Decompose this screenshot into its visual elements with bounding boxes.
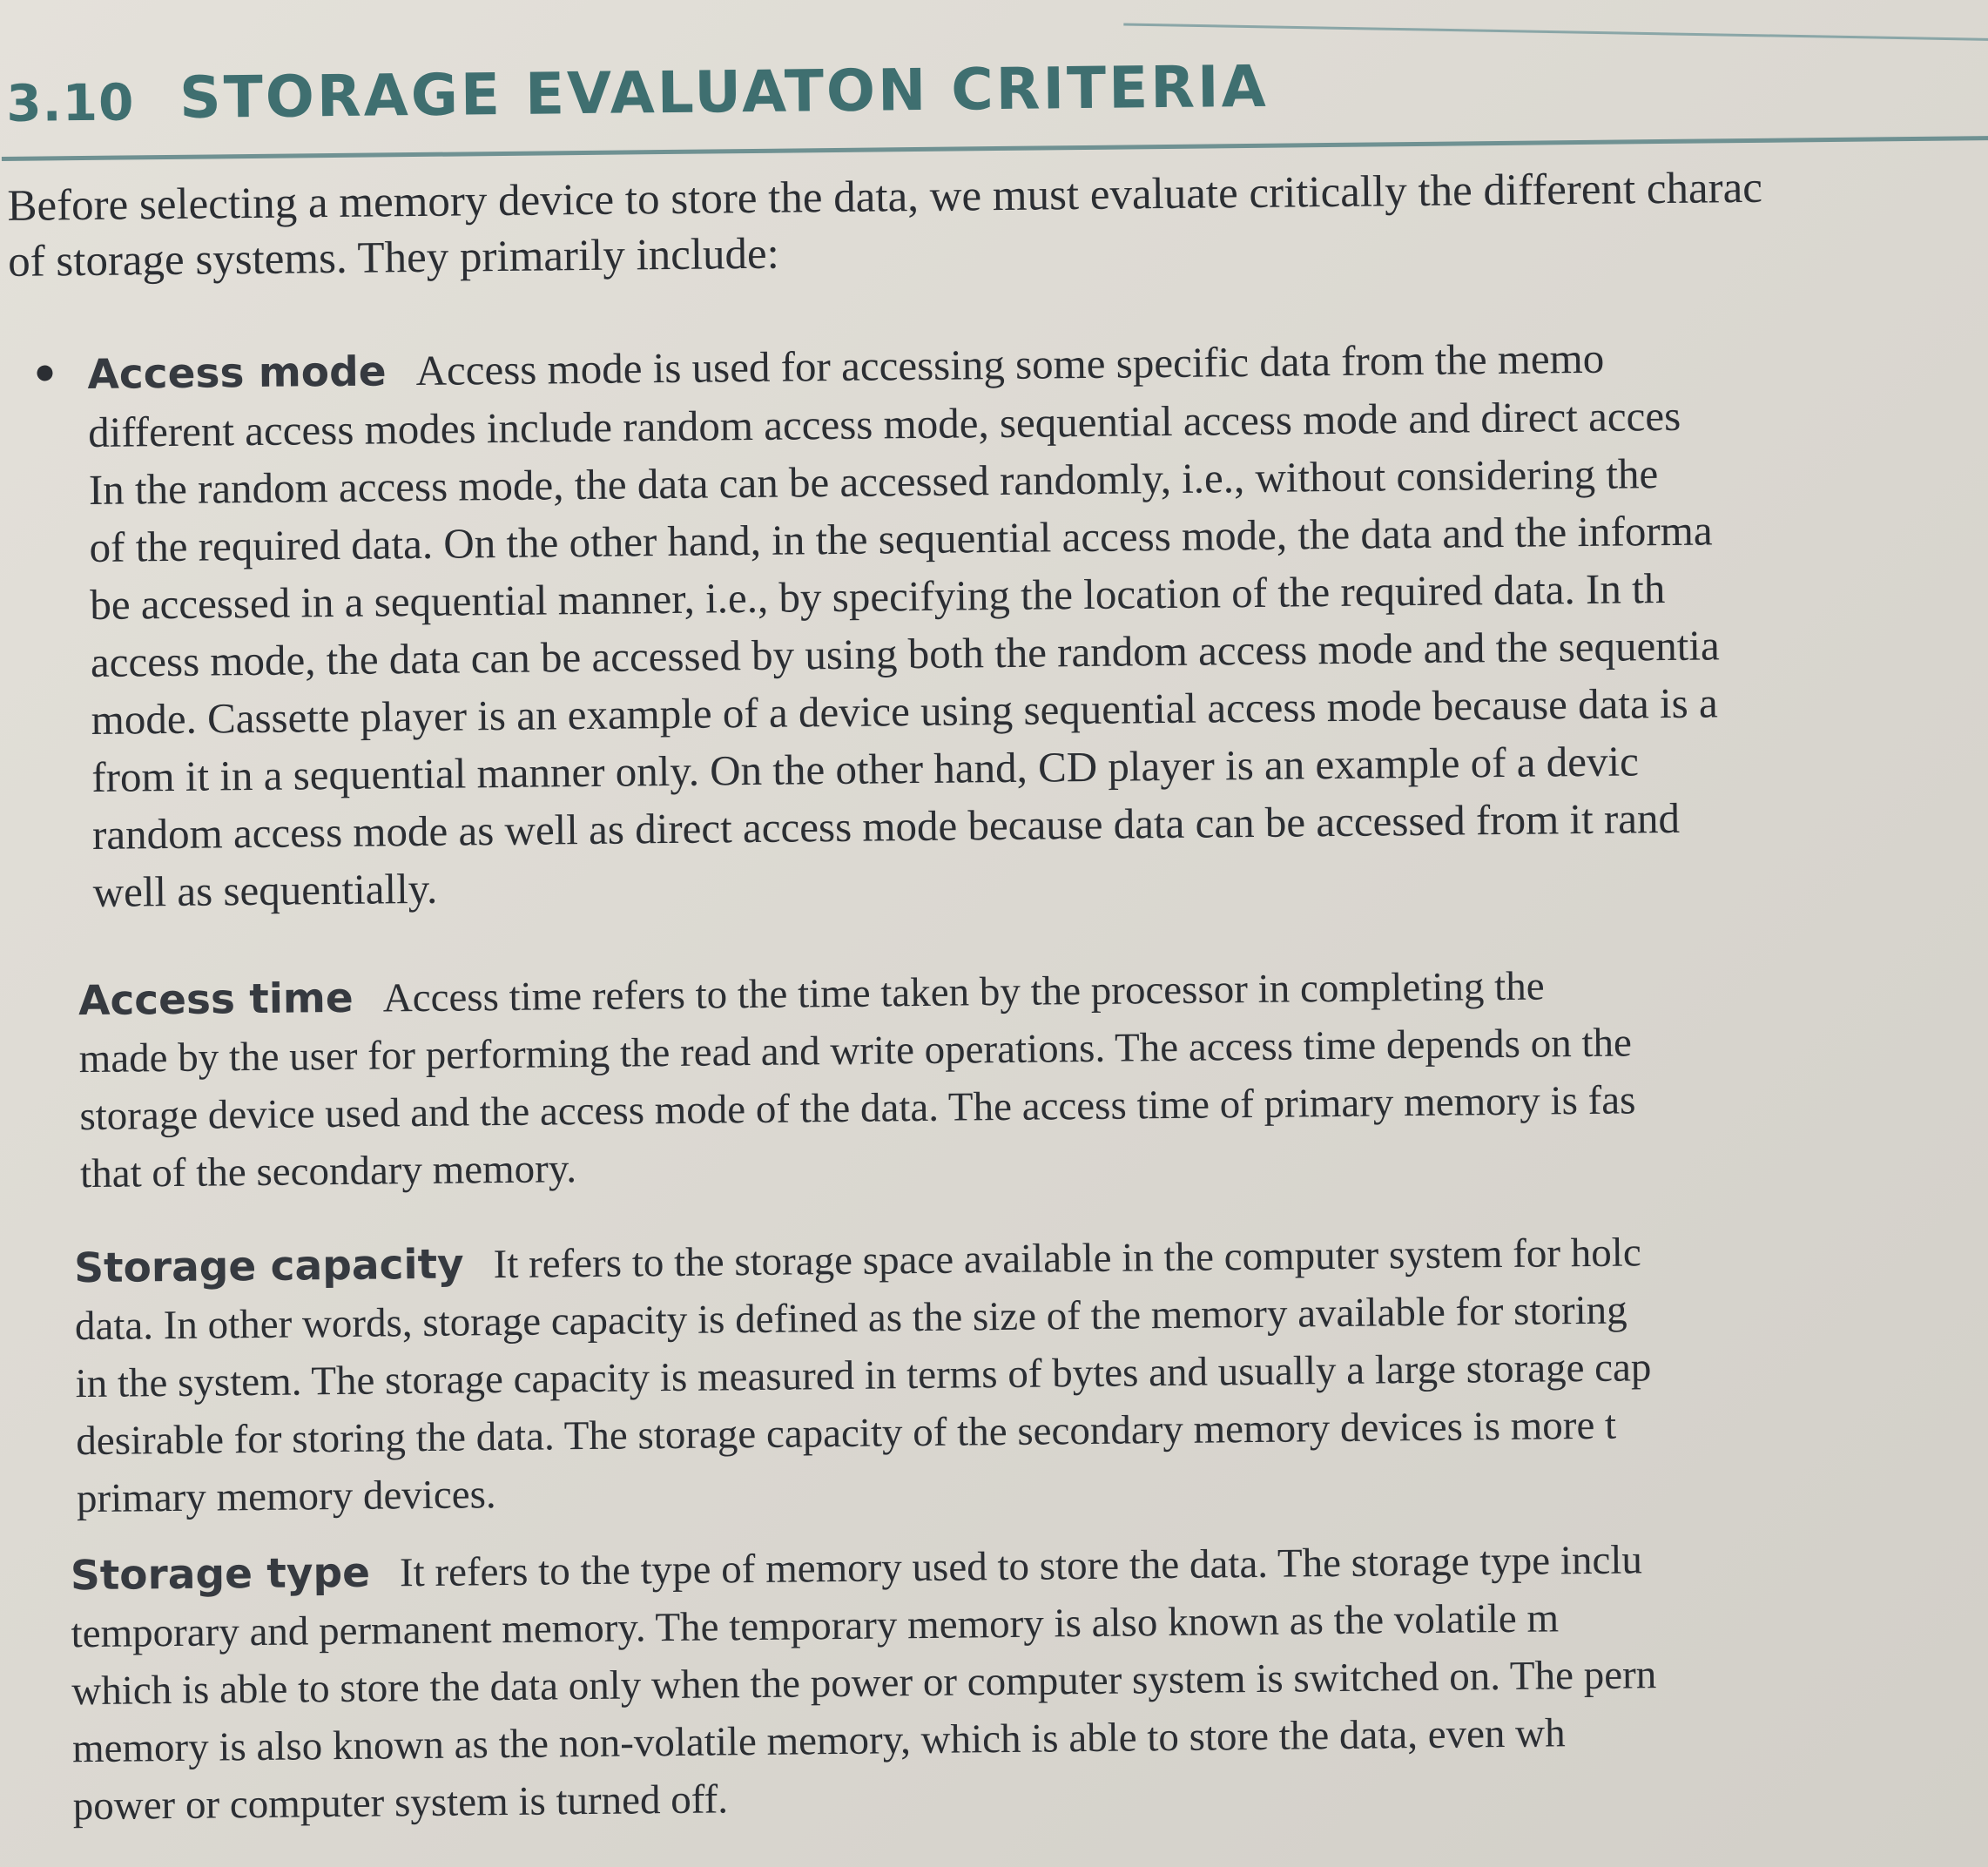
criterion-text: Access mode is used for accessing some specific data from the memo [415, 334, 1605, 395]
criterion-line: be accessed in a sequential manner, i.e., by specifying the location of the required data. In th [89, 564, 1666, 629]
criterion-line: in the system. The storage capacity is measured in terms of bytes and usually a large storage cap [75, 1345, 1652, 1407]
criterion-line: In the random access mode, the data can be accessed randomly, i.e., without considering the [88, 449, 1659, 514]
criterion-access-mode [87, 324, 1988, 920]
criterion-text: It refers to the storage space available in the computer system for holc [493, 1230, 1641, 1288]
intro-line: of storage systems. They primarily include: [7, 229, 780, 286]
criterion-line: primary memory devices. [76, 1472, 496, 1522]
criterion-line: power or computer system is turned off. [72, 1776, 729, 1830]
bullet-icon [37, 365, 52, 381]
criterion-line: of the required data. On the other hand, in the sequential access mode, the data and the informa [89, 506, 1713, 571]
criterion-line: made by the user for performing the read and write operations. The access time depends on the [78, 1020, 1633, 1082]
criterion-line: random access mode as well as direct access mode because data can be accessed from it rand [91, 793, 1681, 859]
criterion-term: Storage capacity [73, 1240, 464, 1293]
section-title: STORAGE EVALUATON CRITERIA [179, 52, 1270, 131]
criterion-line: well as sequentially. [92, 864, 438, 916]
criterion-line: temporary and permanent memory. The temporary memory is also known as the volatile m [71, 1595, 1560, 1657]
criterion-line: that of the secondary memory. [79, 1146, 577, 1197]
criterion-line: storage device used and the access mode of the data. The access time of primary memory is fas [79, 1077, 1636, 1140]
criterion-line: desirable for storing the data. The storage capacity of the secondary memory devices is more t [76, 1402, 1617, 1465]
criterion-access-time [78, 952, 1988, 1203]
criterion-text: Access time refers to the time taken by the processor in completing the [382, 963, 1545, 1021]
section-number: 3.10 [5, 72, 135, 133]
criterion-storage-capacity [74, 1219, 1988, 1527]
intro-line: Before selecting a memory device to store the data, we must evaluate critically the different charac [7, 163, 1763, 231]
section-heading [1, 23, 1988, 144]
criterion-term: Storage type [70, 1548, 371, 1601]
criterion-line: access mode, the data can be accessed by using both the random access mode and the sequentia [90, 621, 1720, 686]
criterion-line: data. In other words, storage capacity is defined as the size of the memory available for storing [74, 1287, 1627, 1350]
criterion-line: different access modes include random access mode, sequential access mode and direct acces [87, 391, 1681, 456]
criterion-line: from it in a sequential manner only. On the other hand, CD player is an example of a devic [91, 737, 1640, 801]
criterion-storage-type [71, 1527, 1988, 1835]
criterion-line: which is able to store the data only when the power or computer system is switched on. The pern [71, 1652, 1657, 1715]
criterion-term: Access time [77, 974, 354, 1026]
criterion-text: It refers to the type of memory used to store the data. The storage type inclu [399, 1537, 1643, 1596]
heading-rule [2, 136, 1988, 161]
criterion-line: mode. Cassette player is an example of a device using sequential access mode because data is a [91, 678, 1718, 744]
criterion-term: Access mode [87, 347, 387, 399]
criterion-line: memory is also known as the non-volatile memory, which is able to store the data, even wh [71, 1710, 1566, 1772]
intro-paragraph [7, 158, 1988, 290]
